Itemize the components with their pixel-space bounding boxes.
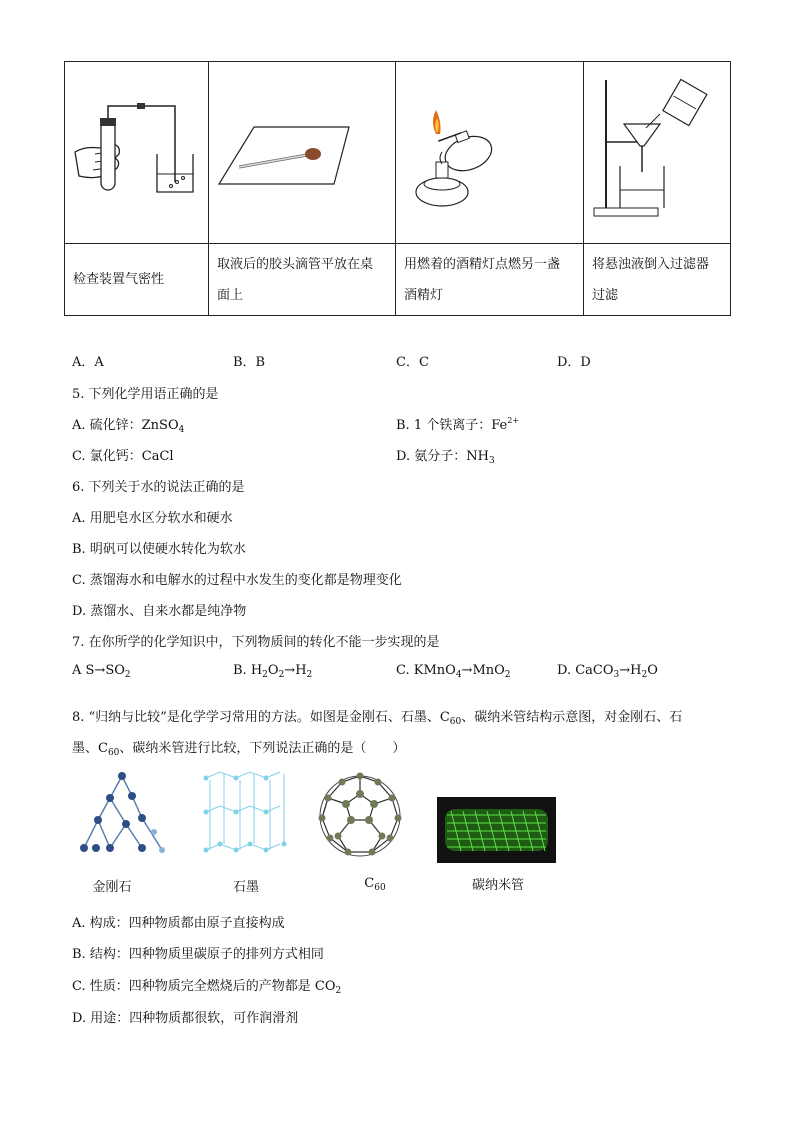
graphite-structure-image [200, 770, 292, 858]
q8-option-c: C. 性质：四种物质完全燃烧后的产物都是 $CO_2$ [72, 979, 342, 996]
c60-structure-image [312, 770, 408, 862]
airtightness-check-image [65, 62, 209, 244]
nanotube-structure-image [437, 797, 556, 863]
caption-c60: $C_{60}$ [364, 876, 386, 893]
q7-option-c: C. KMnO$_4$→MnO$_2$ [396, 663, 511, 680]
q4-option-c: C．C [396, 355, 429, 370]
caption-nanotube: 碳纳米管 [471, 878, 524, 893]
caption-graphite: 石墨 [232, 880, 259, 895]
q7-stem: 7. 在你所学的化学知识中，下列物质间的转化不能一步实现的是 [72, 635, 440, 650]
q6-option-c: C. 蒸馏海水和电解水的过程中水发生的变化都是物理变化 [72, 573, 402, 588]
caption-filtration: 将悬浊液倒入过滤器 过滤 [584, 244, 731, 316]
caption-airtightness: 检查装置气密性 [65, 244, 209, 316]
q8-stem-line2: 墨、$C_{60}$、碳纳米管进行比较，下列说法正确的是（ ） [72, 741, 406, 758]
q5-option-c: C. 氯化钙：CaCl [72, 449, 174, 464]
q5-stem: 5. 下列化学用语正确的是 [72, 387, 219, 402]
filtration-image [584, 62, 731, 244]
dropper-image [209, 62, 396, 244]
caption-diamond: 金刚石 [92, 880, 132, 895]
q8-option-a: A. 构成：四种物质都由原子直接构成 [72, 916, 285, 931]
q8-option-d: D. 用途：四种物质都很软，可作润滑剂 [72, 1011, 299, 1026]
q7-option-b: B. $H_2O_2\to H_2$ [233, 663, 313, 680]
caption-alcohol-lamp: 用燃着的酒精灯点燃另一盏 酒精灯 [396, 244, 584, 316]
q5-option-b: B. 1 个铁离子：$Fe^{2+}$ [396, 416, 520, 433]
q6-option-d: D. 蒸馏水、自来水都是纯净物 [72, 604, 247, 619]
q6-option-a: A. 用肥皂水区分软水和硬水 [72, 511, 233, 526]
q6-stem: 6. 下列关于水的说法正确的是 [72, 480, 245, 495]
q7-option-d: D. $CaCO_3\to H_2O$ [557, 663, 658, 680]
alcohol-lamp-image [396, 62, 584, 244]
q4-option-a: A．A [72, 355, 104, 370]
diamond-structure-image [70, 768, 175, 860]
q5-option-d: D. 氨分子：$NH_3$ [396, 449, 495, 466]
q6-option-b: B. 明矾可以使硬水转化为软水 [72, 542, 246, 557]
q4-option-b: B．B [233, 355, 266, 370]
experiment-table [64, 61, 731, 316]
q4-option-d: D．D [557, 355, 591, 370]
caption-dropper: 取液后的胶头滴管平放在桌 面上 [209, 244, 396, 316]
q5-option-a: A. 硫化锌：ZnSO$_4$ [72, 418, 185, 435]
q8-stem-line1: 8. “归纳与比较”是化学学习常用的方法。如图是金刚石、石墨、$C_{60}$、碳纳米管结构示意图，对金刚石、石 [72, 710, 683, 727]
q7-option-a: A $S\to SO_2$ [72, 663, 131, 680]
q8-option-b: B. 结构：四种物质里碳原子的排列方式相同 [72, 947, 324, 962]
